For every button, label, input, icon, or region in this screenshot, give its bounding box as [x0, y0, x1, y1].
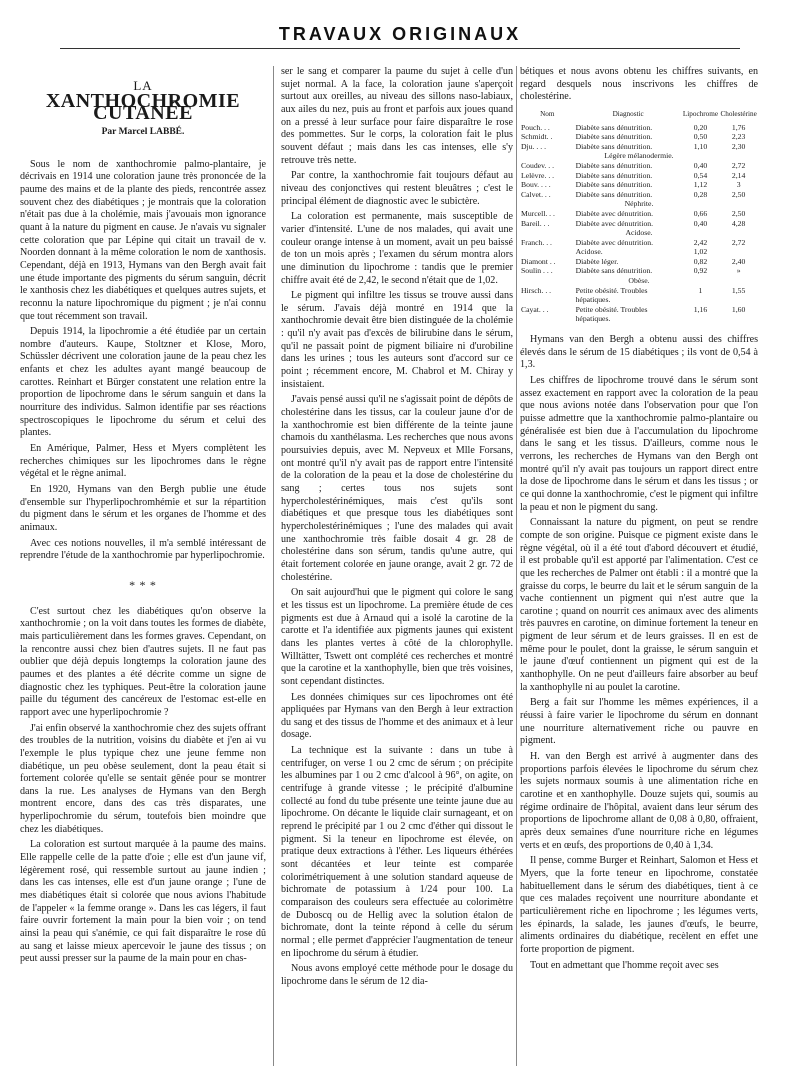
paragraph: En 1920, Hymans van den Bergh publie une étude d'ensemble sur l'hyperlipochromhémie et sur la répartition du pigment dans le sérum et les organes de l'homme et des animaux. [20, 484, 266, 533]
table-row [520, 305, 758, 315]
patient-name-cell [520, 295, 575, 305]
cholesterine-cell: 2,23 [731, 132, 746, 142]
patient-name-cell: Bareil. . . [521, 218, 550, 228]
cholesterine-cell: 1,76 [731, 122, 746, 132]
cholesterine-cell: 2,50 [731, 208, 746, 218]
lipochrome-cell: 0,20 [693, 122, 708, 132]
table-row [520, 190, 758, 200]
patient-name-cell: Cayat. . . [521, 304, 549, 314]
diagnosis-cell: Diabète sans dénutrition. [575, 132, 653, 142]
column-header: Cholestérine [720, 109, 757, 118]
cholesterine-cell: 2,50 [731, 189, 746, 199]
diagnosis-cell: hépatiques. [575, 295, 611, 305]
section-separator: * * * [129, 577, 157, 592]
table-row [520, 123, 758, 133]
lipochrome-cell: 0,40 [693, 160, 708, 170]
lipochrome-cell [682, 295, 720, 305]
lipochrome-cell: 1,10 [693, 141, 708, 151]
table-row [520, 266, 758, 276]
table-note-row [520, 228, 758, 238]
table-note-row [520, 276, 758, 286]
patient-name-cell: Schmidt. . [521, 132, 553, 142]
table-row [520, 142, 758, 152]
lipochrome-cell: 0,54 [693, 170, 708, 180]
patient-name-cell: Dju. . . . [521, 141, 546, 151]
cholesterine-cell: 3 [736, 180, 741, 190]
column-divider [516, 66, 517, 1066]
lipochrome-cell: 1 [698, 285, 703, 295]
paragraph: Hymans van den Bergh a obtenu aussi des chiffres élevés dans le sérum de 15 diabétiques ; ils vont de 0,54 à 1,3. [520, 334, 758, 371]
table-note-row [520, 151, 758, 161]
column-3 [520, 66, 758, 1076]
patient-name-cell: Soulin . . . [521, 266, 553, 276]
diagnosis-cell: hépatiques. [575, 314, 611, 324]
paragraph: La coloration est surtout marquée à la paume des mains. Elle rappelle celle de la patte d'oie ; elle est d'un jaune vif, légèrement rosé, qui ressemble surtout au jaune indien ; dans les cas intenses, elle est d'un jaune orange ; l'une de mes diabétiques était si colorée que nous avions l'habitude de l'appeler « la femme orange ». Dans les cas légers, il faut faire ouvrir fortement la main pour la bien voir ; on tend ainsi la peau qui s'anémie, ce qui fait disparaître le rose dû au sang et laisse mieux apercevoir le jaune des tissus ; on peut aussi presser sur la paume de la main pour en chas- [20, 839, 266, 965]
patient-name-cell: Franch. . . [521, 237, 552, 247]
table-body [520, 123, 758, 324]
diagnosis-cell: Diabète sans dénutrition. [575, 122, 653, 132]
lipochrome-cell: 1,16 [693, 304, 708, 314]
diagnosis-note: Néphrite. [624, 199, 654, 209]
cholesterine-cell: 2,72 [731, 237, 746, 247]
patient-name-cell: Calvet. . . [521, 189, 551, 199]
table-row [520, 132, 758, 142]
article-author: Par Marcel LABBÉ. [101, 126, 185, 137]
table-row [520, 286, 758, 296]
patient-name-cell [520, 247, 575, 257]
lipochrome-cell: 0,50 [693, 132, 708, 142]
table-note-row [520, 199, 758, 209]
diagnosis-cell: Diabète sans dénutrition. [575, 189, 653, 199]
diagnosis-cell: Diabète sans dénutrition. [575, 141, 653, 151]
patient-name-cell: Bouv. . . . [521, 180, 551, 190]
lipochrome-cell: 0,82 [693, 256, 708, 266]
paragraph: On sait aujourd'hui que le pigment qui colore le sang et les tissus est un lipochrome. La première étude de ces pigments est due à Arnaud qui a isolé la carotine de la carotte et l'a identifiée aux pigments jaunes qui existent dans les plantes vertes à côté de la chlorophylle. Willtätter, Tswett ont complété ces recherches et montré que la carotine et la xanthophylle, bien que très voisines, sont cependant distinctes. [281, 587, 513, 687]
paragraph: Les chiffres de lipochrome trouvé dans le sérum sont assez exactement en rapport avec la coloration de la peau que nous avions notée dans l'observation pour que l'on puisse admettre que la xanthochromie palmo-plantaire ou généralisée est bien due à l'accumulation du lipochrome dans le sang et les tissus. D'ailleurs, comme nous le verrons, les recherches de Hymans van den Bergh ont montré qu'il n'y avait pas toujours un rapport direct entre la dose de lipochrome dans le sérum et dans les tissus ; or ce qui donne la xanthochromie, c'est le pigment qui infiltre la peau et non le pigment du sang. [520, 375, 758, 513]
lipochrome-cell: 2,42 [693, 237, 708, 247]
diagnosis-cell: Diabète sans dénutrition. [575, 170, 653, 180]
diagnosis-cell: Petite obésité. Troubles [575, 285, 648, 295]
paragraph: La coloration est permanente, mais susceptible de varier d'intensité. L'une de nos malades, qui avait une couleur orange intense à un moment, avait un peu baissé de ton un mois après ; l'examen du sérum montra alors une diminution du lipochrome : tandis que le premier chiffre avait été de 2,42, le second n'était que de 1,02. [281, 211, 513, 286]
table-row [520, 247, 758, 257]
cholesterine-cell [719, 314, 758, 324]
paragraph: H. van den Bergh est arrivé à augmenter dans des proportions parfois élevées le lipochrome du sérum chez les sujets normaux soumis à une alimentation riche en carotine et en xanthophylle. Douze sujets qui, soumis au régime ordinaire de l'hôpital, avaient dans leur sérum des proportions de lipochrome allant de 0,08 à 0,80, offraient, après deux semaines d'une nourriture riche en légumes verts et en œufs, des proportions de 0,40 à 1,34. [520, 751, 758, 851]
table-row [520, 180, 758, 190]
column-header: Diagnostic [612, 109, 644, 118]
lipochrome-cell: 0,66 [693, 208, 708, 218]
paragraph: Berg a fait sur l'homme les mêmes expériences, il a réussi à faire varier le lipochrome du sérum en donnant une nourriture alternativement riche ou pauvre en pigment. [520, 697, 758, 747]
lipochrome-cell [682, 314, 720, 324]
article-label: LA [133, 78, 153, 93]
diagnosis-note: Obèse. [628, 276, 650, 286]
cholesterine-cell [719, 295, 758, 305]
patient-name-cell: Hirsch. . . [521, 285, 552, 295]
paragraph: Les données chimiques sur ces lipochromes ont été appliquées par Hymans van den Bergh à leur extraction du sang et des tissus de l'homme et des animaux et à leur dosage. [281, 691, 513, 741]
cholesterine-cell: » [736, 266, 741, 276]
paragraph: Depuis 1914, la lipochromie a été étudiée par un certain nombre d'auteurs. Kaupe, Stoltzner et Klose, Moro, Schüssler décrivent une coloration jaune de la peau chez les enfants et chez les adultes ayant mangé beaucoup de carottes. Reinhart et Bürger constatent une relation entre la proportion de lipochrome dans le sérum sanguin et dans la nourriture des individus. Salmon identifie par ses réactions spectroscopiques le lipochrome du sérum et celui des plantes. [20, 326, 266, 439]
patient-name-cell: Coudev. . . [521, 160, 555, 170]
paragraph: Connaissant la nature du pigment, on peut se rendre compte de son origine. Puisque ce pigment existe dans le règne végétal, où il a été tout d'abord découvert et étudié, il est probable qu'il est apporté par l'alimentation. C'est ce que les recherches de Palmer ont établi : il a montré que la graisse du corps, le beurre du lait et le sérum sanguin de la vache contiennent un pigment qui n'est autre que la carotine ; quand on nourrit ces animaux avec des aliments très pauvres en carotine, on diminue fortement la teneur en pigment de leur sérum et de leurs graisses. Il en est de même pour le poulet, dont la graisse, le sérum sanguin et le jaune d'œuf contiennent un pigment qui est de la xanthophylle. On ne peut d'ailleurs faire absorber au beuf la xanthophylle ni au poulet la carotine. [520, 517, 758, 693]
paragraph: Nous avons employé cette méthode pour le dosage du lipochrome dans le sérum de 12 dia- [281, 963, 513, 987]
paragraph: Sous le nom de xanthochromie palmo-plantaire, je décrivais en 1914 une coloration jaune très prononcée de la paume des mains et de la plante des pieds, rencontrée assez souvent chez des diabétiques ; je montrais que la coloration n'était pas due à la cholémie, mais j'avouais mon ignorance quant à la nature du pigment en cause. Je n'avais vu signaler cette coloration que par Lépine qui citait un travail de v. Noorden donnant à la même coloration le nom de xanthosis. Cependant, déjà en 1913, Hymans van den Bergh avait fait une étude importante des pigments du sérum sanguin, décrit le xanthosis chez les diabétiques et quelques autres sujets, et reconnu la nature lipochromique du pigment ; je n'ai connu que tout récemment son travail. [20, 158, 266, 322]
diagnosis-note: Acidose. [625, 228, 653, 238]
paragraph: J'avais pensé aussi qu'il ne s'agissait point de dépôts de cholestérine dans les tissus, car la couleur jaune d'or de la xanthochromie est bien différente de la teinte jaune chamois du xanthélasma. Les recherches que nous avons poursuivies depuis, avec M. Nepveux et Mlle Forsans, ont montré qu'il n'y avait pas de rapport entre l'intensité de la coloration de la peau et la dose de cholestérine du sang ; certes tous nos sujets sont hypercholestérinémiques, mais c'est qu'ils sont diabétiques et que presque tous les diabétiques sont hypercholestérinémiques ; l'une des malades qui avait une xanthochromie très faible dosait 4 gr. 28 de cholestérine dans son sérum, tandis qu'une autre, qui était fortement colorée en jaune orange, avait 2 gr. 72 de cholestérine. [281, 394, 513, 583]
table-row [520, 161, 758, 171]
paragraph: J'ai enfin observé la xanthochromie chez des sujets offrant des troubles de la nutrition, voisins du diabète et j'en ai vu l'exemple le plus typique chez une jeune femme non diabétique, un peu obèse seulement, dont la peau était si fortement colorée qu'elle se sentait gênée pour se montrer dans la rue. Les analyses de Hymans van den Bergh montrent encore, dans des cas très disparates, une hyperlipochromie du sérum, toutefois bien moindre que chez les diabétiques. [20, 722, 266, 835]
column-header: Lipochrome [682, 109, 719, 118]
patient-name-cell: Pouch. . . [521, 122, 550, 132]
patient-name-cell: Diamont . . [521, 256, 556, 266]
diagnosis-note: Légère mélanodermie. [604, 151, 674, 161]
lipochrome-cell: 0,28 [693, 189, 708, 199]
lipochrome-cell: 1,02 [693, 247, 708, 257]
lipochrome-cell: 1,12 [693, 180, 708, 190]
lipochrome-cell: 0,40 [693, 218, 708, 228]
cholesterine-cell: 1,55 [731, 285, 746, 295]
header-rule [60, 48, 740, 49]
diagnosis-cell: Diabète avec dénutrition. [575, 237, 654, 247]
table-row [520, 238, 758, 248]
paragraph: Le pigment qui infiltre les tissus se trouve aussi dans le sérum. J'avais déjà montré en 1914 que la xanthochromie devait être bien distinguée de la cholémie : qu'il n'y avait pas d'excès de bilirubine dans le sérum, qu'il ne passait point de pigment biliaire ni d'urobiline dans les urines ; tous les auteurs sont d'accord sur ce point ; récemment encore, M. Chabrol et M. Chiray y insistaient. [281, 290, 513, 390]
table-row [520, 219, 758, 229]
lipochrome-table [520, 110, 758, 324]
table-row [520, 295, 758, 305]
paragraph: Par contre, la xanthochromie fait toujours défaut au niveau des conjonctives qui restent bleuâtres ; c'est le principal élément de diagnostic avec le subictère. [281, 170, 513, 207]
cholesterine-cell: 2,72 [731, 160, 746, 170]
diagnosis-cell: Diabète avec dénutrition. [575, 208, 654, 218]
table-row [520, 209, 758, 219]
diagnosis-cell: Diabète sans dénutrition. [575, 160, 653, 170]
running-header: TRAVAUX ORIGINAUX [278, 24, 522, 44]
paragraph: La technique est la suivante : dans un tube à centrifuger, on verse 1 ou 2 cmc de sérum ; on précipite les albumines par 1 ou 2 cmc d'alcool à 96°, on agite, on centrifuge à grande vitesse ; le précipité d'albumine collecté au fond du tube présente une teinte jaune due au lipochrome. On décante le liquide clair surnageant, et on reprend le précipité par 1 ou 2 cmc d'éther qui dissout le pigment. Si la teneur en lipochrome est élevée, on pratique deux extractions à l'éther. Les liqueurs éthérées sont décantées et leur teinte est comparée colorimétriquement à une solution standard aqueuse de bichromate de potassium à 1/24 pour 100. La comparaison des couleurs sera effectuée au colorimètre de Duboscq ou de Hellig avec la solution étalon de bichromate, dont la teinte répond à celle du sérum normal ; elle permet d'apprécier l'augmentation de teneur en lipochrome du sérum à étudier. [281, 745, 513, 959]
patient-name-cell [520, 314, 575, 324]
paragraph: En Amérique, Palmer, Hess et Myers complètent les recherches chimiques sur les lipochromes dans le règne végétal et le règne animal. [20, 443, 266, 480]
diagnosis-cell: Diabète avec dénutrition. [575, 218, 654, 228]
cholesterine-cell: 2,40 [731, 256, 746, 266]
cholesterine-cell: 2,30 [731, 141, 746, 151]
column-2 [281, 66, 513, 1076]
paragraph: Avec ces notions nouvelles, il m'a semblé intéressant de reprendre l'étude de la xanthochromie par hyperlipochromie. [20, 537, 266, 562]
lipochrome-cell: 0,92 [693, 266, 708, 276]
patient-name-cell: Murcell. . . [521, 208, 555, 218]
cholesterine-cell: 2,14 [731, 170, 746, 180]
paragraph: Il pense, comme Burger et Reinhart, Salomon et Hess et Myers, que la forte teneur en lipochrome, constatée habituellement dans le sérum des diabétiques, tient à ce que ces malades reçoivent une nourriture abondante et particulièrement riche en lipochrome ; les légumes verts, les épinards, la salade, les jaunes d'œufs, le beurre, aliments ordinaires du diabétique, recèlent en effet une forte proportion de pigment. [520, 855, 758, 955]
paragraph: C'est surtout chez les diabétiques qu'on observe la xanthochromie ; on la voit dans toutes les formes de diabète, mais particulièrement dans les formes graves. Cependant, on la rencontre aussi chez bien d'autres sujets. Il ne faut pas oublier que déjà depuis longtemps la coloration jaune des paumes et des plantes a été décrite comme un signe de diagnostic chez les typhiques. Peut-être la coloration jaune paille du tégument des cancéreux de l'estomac est-elle en rapport avec une hyperlipochromie ? [20, 605, 266, 718]
table-row [520, 314, 758, 324]
table-row [520, 171, 758, 181]
table-row [520, 257, 758, 267]
paragraph: Tout en admettant que l'homme reçoit avec ses [530, 959, 719, 971]
article-title: XANTHOCHROMIE CUTANÉE [45, 89, 241, 125]
diagnosis-cell: Diabète sans dénutrition. [575, 180, 653, 190]
column-divider [273, 66, 274, 1066]
table-header-row [520, 110, 758, 123]
diagnosis-cell: Diabète sans dénutrition. [575, 266, 653, 276]
paragraph: ser le sang et comparer la paume du sujet à celle d'un sujet normal. A la face, la coloration jaune s'aperçoit surtout aux oreilles, au niveau des sillons naso-labiaux, aux ailes du nez, puis au front et parfois aux joues quand on a pressé à leur surface pour faire disparaître le rose des pommettes. Sur le corps, la coloration fait le plus souvent défaut ; mais dans les cas intenses, elle s'y retrouve très nette. [281, 66, 513, 166]
diagnosis-cell: Petite obésité. Troubles [575, 304, 648, 314]
paragraph: bétiques et nous avons obtenu les chiffres suivants, en regard desquels nous inscrivons les chiffres de cholestérine. [520, 66, 758, 103]
cholesterine-cell [719, 247, 758, 257]
patient-name-cell: Lelèvre. . . [521, 170, 555, 180]
diagnosis-cell: Acidose. [575, 247, 603, 257]
cholesterine-cell: 1,60 [731, 304, 746, 314]
column-1 [20, 66, 266, 1076]
cholesterine-cell: 4,28 [731, 218, 746, 228]
diagnosis-cell: Diabète léger. [575, 256, 619, 266]
column-header: Nom [540, 109, 555, 118]
